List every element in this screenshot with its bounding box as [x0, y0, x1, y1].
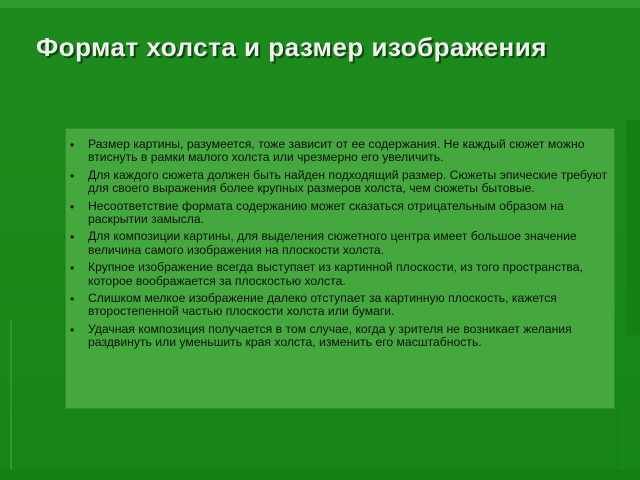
- bullet-list: [70, 138, 618, 354]
- bullet-text: Несоответствие формата содержанию может сказаться отрицательным образом на раскрытии замысла.: [88, 198, 564, 227]
- bullet-text: Для композиции картины, для выделения сюжетного центра имеет большое значение величина самого изображения на плоскости холста.: [88, 229, 577, 257]
- bullet-item: [70, 292, 618, 319]
- bullet-item: [70, 261, 618, 288]
- bullet-icon: •: [70, 168, 75, 183]
- bullet-item: [70, 169, 618, 196]
- slide-title: Формат холста и размер изображения: [36, 32, 547, 62]
- bullet-icon: •: [70, 230, 75, 245]
- bullet-text: Для каждого сюжета должен быть найден подходящий размер. Сюжеты эпические требуют для своего выражения более крупных размеров холста, чем сюжеты бытовые.: [88, 167, 608, 196]
- bullet-text: Размер картины, разумеется, тоже зависит от ее содержания. Не каждый сюжет можно втиснуть в рамки малого холста или чрезмерно его увеличить.: [88, 137, 585, 165]
- bullet-text: Слишком мелкое изображение далеко отступает за картинную плоскость, кажется второстепенной частью плоскости холста или бумаги.: [88, 291, 557, 319]
- bullet-item: [70, 230, 618, 257]
- bullet-icon: •: [70, 322, 75, 337]
- bullet-icon: •: [70, 138, 75, 152]
- bullet-icon: •: [70, 292, 75, 307]
- bullet-item: [70, 200, 618, 227]
- bullet-icon: •: [70, 199, 75, 214]
- bullet-text: Крупное изображение всегда выступает из картинной плоскости, из того пространства, которое воображается за плоскостью холста.: [88, 260, 583, 288]
- bullet-item: [70, 138, 618, 165]
- decorative-right-band-secondary: [620, 300, 626, 480]
- decorative-left-line: [10, 320, 12, 480]
- decorative-bottom-band: [0, 470, 640, 480]
- bullet-item: [70, 323, 618, 350]
- decorative-right-band: [626, 120, 640, 335]
- bullet-text: Удачная композиция получается в том случае, когда у зрителя не возникает желания раздвинуть или уменьшить края холста, изменить его масштабность.: [88, 321, 572, 350]
- decorative-top-band: [0, 0, 640, 8]
- bullet-icon: •: [70, 261, 75, 276]
